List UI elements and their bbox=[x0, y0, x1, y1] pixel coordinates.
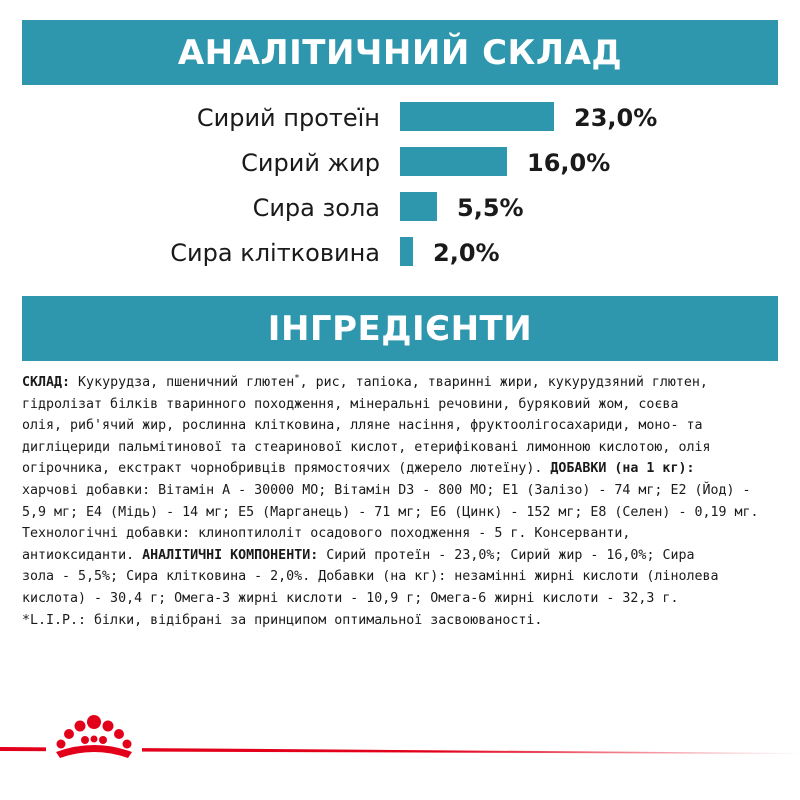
chart-category-label: Сирий протеїн bbox=[196, 104, 380, 132]
chart-value-label: 23,0% bbox=[574, 104, 658, 132]
ingredients-text-segment: , рис, тапіока, тваринні жири, кукурудзяний глютен, bbox=[299, 375, 708, 390]
chart-category-label: Сира клітковина bbox=[170, 239, 380, 267]
ingredients-line bbox=[22, 394, 782, 416]
crown-icon bbox=[46, 712, 142, 774]
ingredients-text-segment: харчові добавки: Вітамін А - 30000 МО; Вітамін D3 - 800 МО; Е1 (Залізо) - 74 мг; Е2 (Йод) - bbox=[22, 482, 751, 498]
ingredients-line bbox=[22, 437, 782, 459]
ingredients-text-segment: огірочника, екстракт чорнобривців прямостоячих (джерело лютеїну). bbox=[22, 461, 551, 477]
ingredients-text-segment: зола - 5,5%; Сира клітковина - 2,0%. Добавки (на кг): незамінні жирні кислоти (лінолева bbox=[22, 569, 719, 585]
ingredients-heading: ДОБАВКИ (на 1 кг): bbox=[550, 461, 695, 477]
ingredients-heading: СКЛАД: bbox=[22, 375, 71, 390]
ingredients-section-banner bbox=[22, 296, 778, 361]
ingredients-text-segment: *L.I.P.: білки, відібрані за принципом оптимальної засвоюваності. bbox=[22, 612, 543, 628]
chart-row bbox=[0, 185, 800, 231]
ingredients-text-segment: олія, риб'ячий жир, рослинна клітковина, лляне насіння, фруктоолігосахариди, моно- та bbox=[22, 418, 703, 434]
ingredients-text-segment: дигліцериди пальмітинової та стеаринової кислот, етерифіковані лимонною кислотою, олія bbox=[22, 439, 711, 455]
ingredients-text-segment: гідролізат білків тваринного походження, мінеральні речовини, буряковий жом, соєва bbox=[22, 396, 679, 412]
chart-value-label: 16,0% bbox=[527, 149, 611, 177]
ingredients-text bbox=[22, 372, 782, 631]
chart-row bbox=[0, 230, 800, 276]
chart-row bbox=[0, 95, 800, 141]
ingredients-text-segment: кислота) - 30,4 г; Омега-3 жирні кислоти - 10,9 г; Омега-6 жирні кислоти - 32,3 г. bbox=[22, 590, 679, 606]
ingredients-line bbox=[22, 502, 782, 524]
analytic-section-banner bbox=[22, 20, 778, 85]
chart-category-label: Сирий жир bbox=[241, 149, 380, 177]
chart-value-label: 2,0% bbox=[433, 239, 500, 267]
ingredients-heading: АНАЛІТИЧНІ КОМПОНЕНТИ: bbox=[142, 547, 319, 563]
chart-bar bbox=[400, 192, 437, 221]
chart-value-label: 5,5% bbox=[457, 194, 524, 222]
ingredients-section-title: ІНГРЕДІЄНТИ bbox=[267, 308, 533, 349]
ingredients-line bbox=[22, 523, 782, 545]
ingredients-line bbox=[22, 588, 782, 610]
ingredients-line bbox=[22, 566, 782, 588]
ingredients-footnote-mark: * bbox=[294, 373, 300, 384]
ingredients-text-segment: Кукурудза, пшеничний глютен bbox=[70, 375, 295, 390]
chart-bar bbox=[400, 102, 554, 131]
ingredients-text-segment: Технологічні добавки: клиноптилоліт осадового походження - 5 г. Консерванти, bbox=[22, 526, 631, 542]
ingredients-line bbox=[22, 610, 782, 632]
ingredients-line bbox=[22, 480, 782, 502]
ingredients-line bbox=[22, 415, 782, 437]
chart-bar bbox=[400, 237, 413, 266]
chart-row bbox=[0, 140, 800, 186]
ingredients-line bbox=[22, 372, 782, 394]
ingredients-text-segment: Сирий протеїн - 23,0%; Сирий жир - 16,0%; Сира bbox=[318, 547, 695, 563]
chart-category-label: Сира зола bbox=[252, 194, 380, 222]
ingredients-text-segment: антиоксиданти. bbox=[22, 547, 143, 563]
chart-bar bbox=[400, 147, 507, 176]
analytic-bar-chart bbox=[0, 95, 800, 275]
ingredients-text-segment: 5,9 мг; Е4 (Мідь) - 14 мг; Е5 (Марганець) - 71 мг; Е6 (Цинк) - 152 мг; Е8 (Селен) - 0,19 мг. bbox=[22, 504, 759, 520]
ingredients-line bbox=[22, 458, 782, 480]
ingredients-line bbox=[22, 545, 782, 567]
analytic-section-title: АНАЛІТИЧНИЙ СКЛАД bbox=[177, 32, 623, 73]
